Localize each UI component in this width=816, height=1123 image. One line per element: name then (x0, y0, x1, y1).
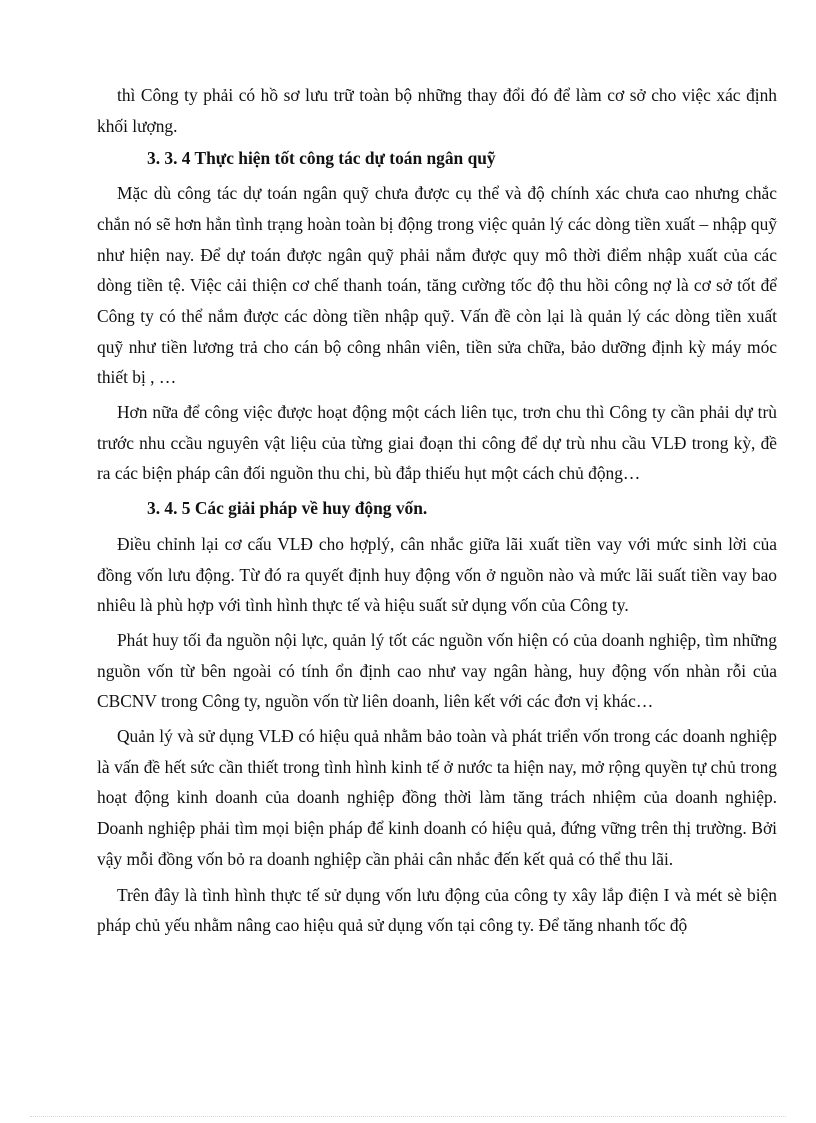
paragraph-capital-3: Quản lý và sử dụng VLĐ có hiệu quả nhằm bảo toàn và phát triển vốn trong các doanh nghiệp là vấn đề hết sức cần thiết trong tình hình kinh tế ở nước ta hiện nay, mở rộng quyền tự chủ trong hoạt động kinh doanh của doanh nghiệp đồng thời làm tăng trách nhiệm của doanh nghiệp. Doanh nghiệp phải tìm mọi biện pháp để kinh doanh có hiệu quả, đứng vững trên thị trường. Bởi vậy mỗi đồng vốn bỏ ra doanh nghiệp cần phải cân nhắc đến kết quả có thể thu lãi. (97, 726, 777, 869)
document-body (97, 80, 777, 941)
page-bottom-divider (30, 1116, 786, 1117)
paragraph-budget-2: Hơn nữa để công việc được hoạt động một cách liên tục, trơn chu thì Công ty cần phải dự trù trước nhu ccầu nguyên vật liệu của từng giai đoạn thi công để dự trù nhu cầu VLĐ trong kỳ, đề ra các biện pháp cân đối nguồn thu chi, bù đắp thiếu hụt một cách chủ động… (97, 402, 777, 484)
paragraph-continuation: thì Công ty phải có hồ sơ lưu trữ toàn bộ những thay đổi đó để làm cơ sở cho việc xác định khối lượng. (97, 85, 777, 136)
paragraph-budget-1: Mặc dù công tác dự toán ngân quỹ chưa được cụ thể và độ chính xác chưa cao nhưng chắc chắn nó sẽ hơn hẳn tình trạng hoàn toàn bị động trong việc quản lý các dòng tiền xuất – nhập quỹ như hiện nay. Để dự toán được ngân quỹ phải nắm được quy mô thời điểm nhập xuất của các dòng tiền tệ. Việc cải thiện cơ chế thanh toán, tăng cường tốc độ thu hồi công nợ là cơ sở tốt để Công ty có thể nắm được các dòng tiền nhập quỹ. Vấn đề còn lại là quản lý các dòng tiền xuất quỹ như tiền lương trả cho cán bộ công nhân viên, tiền sửa chữa, bảo dưỡng định kỳ máy móc thiết bị , … (97, 183, 777, 388)
paragraph-capital-1: Điều chỉnh lại cơ cấu VLĐ cho hợplý, cân nhắc giữa lãi xuất tiền vay với mức sinh lời của đồng vốn lưu động. Từ đó ra quyết định huy động vốn ở nguồn nào và mức lãi suất tiền vay bao nhiêu là phù hợp với tình hình thực tế và hiệu suất sử dụng vốn của Công ty. (97, 533, 777, 616)
paragraph-summary: Trên đây là tình hình thực tế sử dụng vốn lưu động của công ty xây lắp điện I và mét sè biện pháp chủ yếu nhằm nâng cao hiệu quả sử dụng vốn tại công ty. Để tăng nhanh tốc độ (97, 884, 777, 936)
section-heading-3-4-5: 3. 4. 5 Các giải pháp về huy động vốn. (147, 498, 428, 519)
paragraph-capital-2: Phát huy tối đa nguồn nội lực, quản lý tốt các nguồn vốn hiện có của doanh nghiệp, tìm những nguồn vốn từ bên ngoài có tính ổn định cao như vay ngân hàng, huy động vốn nhàn rỗi của CBCNV trong Công ty, nguồn vốn từ liên doanh, liên kết với các đơn vị khác… (97, 629, 777, 712)
section-heading-3-3-4: 3. 3. 4 Thực hiện tốt công tác dự toán ngân quỹ (147, 148, 496, 169)
